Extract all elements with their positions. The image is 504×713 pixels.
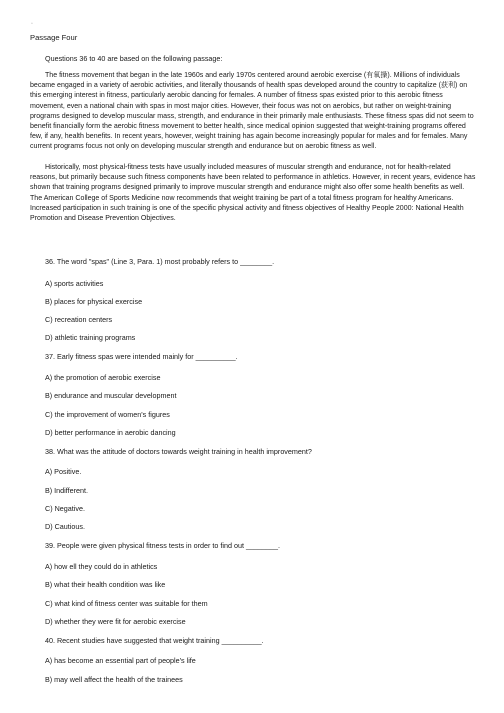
question-38-option-a: A) Positive. [45,467,82,476]
question-39-option-d: D) whether they were fit for aerobic exercise [45,617,186,626]
question-38-option-c: C) Negative. [45,504,85,513]
question-38: 38. What was the attitude of doctors towards weight training in health improvement? [45,447,312,456]
question-36-option-c: C) recreation centers [45,315,113,324]
question-36-option-b: B) places for physical exercise [45,297,143,306]
question-38-option-d: D) Cautious. [45,522,85,531]
question-36-option-a: A) sports activities [45,279,104,288]
passage-paragraph-1: The fitness movement that began in the late 1960s and early 1970s centered around aerobic exercise (有氧操). Millions of individuals became engaged in a variety of aerobic activities, and literally thousands of health spas developed around the country to capitalize (获利) on this emerging interest in fitness, particularly aerobic dancing for females. A number of fitness spas existed prior to this aerobic fitness movement, even a national chain with spas in most major cities. However, their focus was not on aerobics, but rather on weight-training programs designed to develop muscular mass, strength, and endurance in their primarily male enthusiasts. These fitness spas did not seem to benefit financially form the aerobic fitness movement to better health, since medical opinion suggested that weight-training programs offered few, if any, health benefits. In recent years, however, weight training has again become increasingly popular for males and for females. Many current programs focus not only on developing muscular strength and endurance but on aerobic fitness as well. [30,72,474,151]
passage-heading: Passage Four [30,33,78,42]
corner-mark: ▫ [31,21,33,27]
question-40-option-a: A) has become an essential part of people's life [45,656,196,665]
question-40-option-b: B) may well affect the health of the trainees [45,675,183,684]
question-39-option-a: A) how ell they could do in athletics [45,562,158,571]
question-40: 40. Recent studies have suggested that weight training __________. [45,636,264,645]
question-37-option-d: D) better performance in aerobic dancing [45,428,176,437]
question-38-option-b: B) Indifferent. [45,486,89,495]
question-37-option-c: C) the improvement of women's figures [45,410,170,419]
question-39: 39. People were given physical fitness tests in order to find out ________. [45,541,280,550]
question-36-option-d: D) athletic training programs [45,333,136,342]
question-37: 37. Early fitness spas were intended mainly for __________. [45,352,238,361]
question-37-option-b: B) endurance and muscular development [45,391,177,400]
question-37-option-a: A) the promotion of aerobic exercise [45,373,161,382]
passage-paragraph-2: Historically, most physical-fitness tests have usually included measures of muscular strength and endurance, not for health-related reasons, but primarily because such fitness components have been related to performance in athletics. However, in recent years, evidence has shown that training programs designed primarily to improve muscular strength and endurance might also offer some health benefits as well. The American College of Sports Medicine now recommends that weight training be part of a total fitness program for healthy Americans. Increased participation in such training is one of the specific physical activity and fitness objectives of Healthy People 2000: National Health Promotion and Disease Prevention Objectives. [30,164,476,223]
question-39-option-b: B) what their health condition was like [45,580,166,589]
question-39-option-c: C) what kind of fitness center was suitable for them [45,599,208,608]
passage-intro: Questions 36 to 40 are based on the following passage: [45,54,223,63]
question-36: 36. The word "spas" (Line 3, Para. 1) most probably refers to ________. [45,257,275,266]
